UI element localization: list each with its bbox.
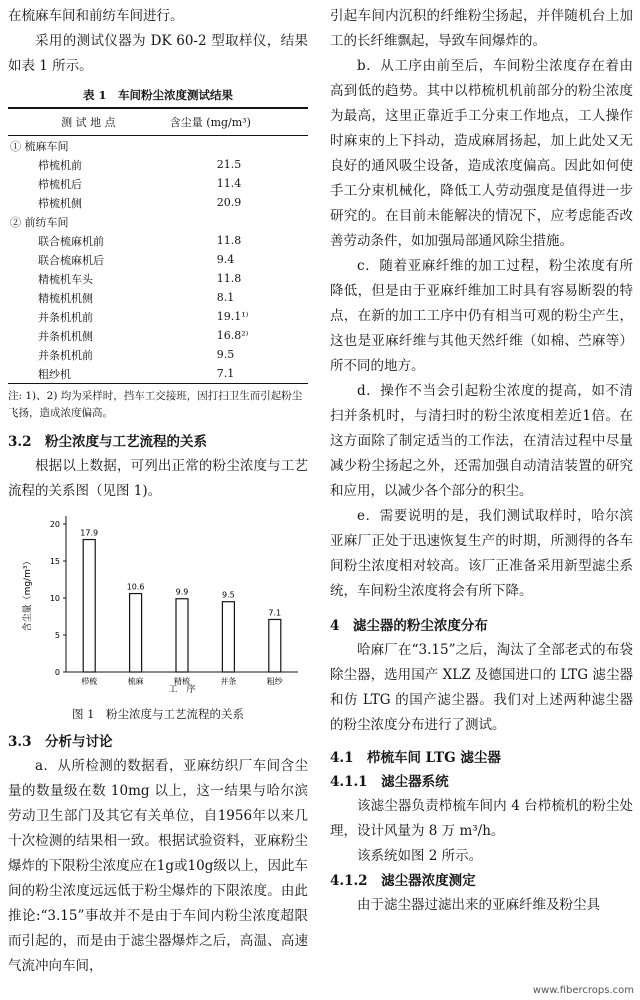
section-heading-4: 4 滤尘器的粉尘浓度分布 — [330, 618, 488, 634]
y-ticks — [50, 520, 66, 677]
table-row — [8, 364, 308, 384]
cell-location: 栉梳机后 — [38, 177, 82, 191]
paragraph-analysis-d: d．操作不当会引起粉尘浓度的提高，如不清扫并条机时，与清扫时的粉尘浓度相差近1倍。在这方面除了制定适当的工作法，在清洁过程中尽量减少粉尘扬起之外，还需加强自动清洁装置的研究和应用，以减少各个部分的积尘。 — [330, 383, 633, 499]
figure-caption: 图 1 粉尘浓度与工艺流程的关系 — [72, 707, 244, 721]
table-row — [8, 250, 308, 269]
table-note: 注: 1)、2) 均为采样时，挡车工交接班，因打扫卫生而引起粉尘飞扬，造成浓度偏高。 — [8, 390, 303, 419]
cell-location: 栉梳机前 — [38, 158, 82, 172]
paragraph-analysis-a: a．从所检测的数据看，亚麻纺织厂车间含尘量的数量级在数 10mg 以上，这一结果与哈尔滨劳动卫生部门及其它有关单位，自1956年以来几十次检测的结果相一致。根据试验资料，亚麻粉尘爆炸的下限粉尘浓度应在1g或10g级以上，因此车间的粉尘浓度远远低于粉尘爆炸的下限浓度。由此推论:“3.15”事故并不是由于车间内粉尘浓度超限而引起的，而是由于滤尘器爆炸之后，高温、高速气流冲向车间， — [8, 758, 308, 974]
x-axis-label: 工 序 — [168, 685, 196, 694]
cell-location: 联合梳麻机前 — [38, 234, 104, 248]
x-category-label: 梳麻 — [127, 677, 144, 686]
table-title: 表 1 车间粉尘浓度测试结果 — [82, 88, 233, 102]
cell-value: 16.8²⁾ — [216, 329, 249, 342]
paragraph-relation: 根据以上数据，可列出正常的粉尘浓度与工艺流程的关系图（见图 1)。 — [8, 458, 308, 499]
section-heading-4-1-2: 4.1.2 滤尘器浓度测定 — [330, 873, 476, 889]
cell-location: 粗纱机 — [38, 367, 71, 381]
y-tick-label: 20 — [49, 520, 60, 529]
paragraph-filter-measure: 由于滤尘器过滤出来的亚麻纤维及粉尘具 — [357, 897, 600, 913]
section-heading-4-1-1: 4.1.1 滤尘器系统 — [330, 774, 449, 790]
cell-value: 7.1 — [216, 367, 235, 380]
header-value: 含尘量 (mg/m³) — [169, 116, 251, 129]
dust-table — [8, 107, 308, 384]
cell-value: 20.9 — [216, 196, 242, 209]
header-location: 测 试 地 点 — [61, 116, 116, 129]
group-row — [8, 212, 308, 231]
table-row — [8, 269, 308, 288]
cell-value: 11.4 — [216, 177, 242, 190]
right-column — [330, 0, 633, 918]
cell-location: 并条机机前 — [38, 348, 93, 362]
paragraph-instrument: 采用的测试仪器为 DK 60-2 型取样仪，结果如表 1 所示。 — [8, 33, 308, 74]
y-tick-label: 10 — [49, 594, 60, 603]
y-tick-label: 0 — [54, 668, 60, 677]
cell-location: 并条机机前 — [38, 310, 93, 324]
bar-value-label: 9.5 — [222, 590, 235, 600]
cell-value: 19.1¹⁾ — [216, 310, 249, 323]
cell-value: 9.5 — [216, 348, 235, 361]
bar-value-label: 9.9 — [175, 587, 189, 597]
bar-2 — [130, 594, 142, 672]
table-row — [8, 231, 308, 250]
cell-value: 21.5 — [216, 158, 242, 171]
bar-4 — [222, 602, 234, 672]
cell-value: 11.8 — [216, 234, 242, 247]
cell-value: 8.1 — [216, 291, 235, 304]
paragraph-analysis-b: b．从工序由前至后，车间粉尘浓度存在着由高到低的趋势。其中以栉梳机机前部分的粉尘浓度为最高，这里正靠近手工分束工作地点，工人操作时麻束的上下抖动，造成麻屑扬起，加上此处又无良好的通风吸尘设备，造成浓度偏高。因此如何使手工分束机械化，降低工人劳动强度是值得进一步研究的。在目前未能解决的情况下，应考虑能否改善劳动条件，如加强局部通风除尘措施。 — [330, 58, 633, 249]
x-category-label: 粗纱 — [266, 677, 283, 686]
paragraph-analysis-e: e．需要说明的是，我们测试取样时，哈尔滨亚麻厂正处于迅速恢复生产的时期，所测得的各车间粉尘浓度相对较高。该厂正准备采用新型滤尘系统，车间粉尘浓度将会有所下降。 — [330, 508, 633, 599]
paragraph-continuation-right: 引起车间内沉积的纤维粉尘扬起，并伴随机台上加工的长纤维飘起，导致车间爆炸的。 — [330, 8, 633, 49]
paragraph-continuation: 在梳麻车间和前纺车间进行。 — [8, 8, 184, 24]
bar-5 — [269, 619, 281, 672]
table-row — [8, 326, 308, 345]
table-row — [8, 307, 308, 326]
cell-value: 9.4 — [216, 253, 235, 266]
paragraph-analysis-c: c．随着亚麻纤维的加工过程，粉尘浓度有所降低，但是由于亚麻纤维加工时具有容易断裂的特点，在新的加工工序中仍有相当可观的粉尘产生，这也是亚麻纤维与其他天然纤维（如棉、苎麻等）所不同的地方。 — [330, 258, 633, 374]
table-row — [8, 345, 308, 364]
x-category-label: 精梳 — [174, 677, 190, 686]
bar-1 — [83, 540, 95, 672]
bar-3 — [176, 599, 188, 672]
bar-value-label: 10.6 — [126, 582, 145, 592]
section-heading-3-2: 3.2 粉尘浓度与工艺流程的关系 — [8, 434, 207, 450]
paragraph-figure-2-ref: 该系统如图 2 所示。 — [357, 848, 483, 864]
y-tick-label: 5 — [54, 631, 60, 640]
group-label: ② 前纺车间 — [10, 215, 69, 229]
table-row — [8, 174, 308, 193]
x-category-label: 栉梳 — [81, 677, 98, 686]
cell-value: 11.8 — [216, 272, 242, 285]
table-row — [8, 193, 308, 212]
table-row — [8, 155, 308, 174]
section-heading-4-1: 4.1 栉梳车间 LTG 滤尘器 — [330, 750, 501, 766]
left-column — [8, 0, 308, 979]
cell-location: 精梳机机侧 — [38, 291, 93, 305]
table-row — [8, 288, 308, 307]
table-header-row — [8, 108, 308, 136]
group-label: ① 梳麻车间 — [10, 139, 69, 153]
paragraph-filter-system: 该滤尘器负责栉梳车间内 4 台栉梳机的粉尘处理，设计风量为 8 万 m³/h。 — [330, 798, 633, 839]
cell-location: 精梳机车头 — [38, 272, 93, 286]
y-tick-label: 15 — [49, 557, 60, 566]
watermark: www.fibercrops.com — [532, 985, 634, 996]
y-axis-label: 含尘量（mg/m³） — [23, 556, 33, 632]
group-row — [8, 136, 308, 156]
bar-value-label: 17.9 — [80, 528, 99, 538]
section-heading-3-3: 3.3 分析与讨论 — [8, 734, 113, 750]
x-category-label: 并条 — [220, 677, 237, 686]
cell-location: 联合梳麻机后 — [38, 253, 104, 267]
paragraph-filter-intro: 哈麻厂在“3.15”之后，淘汰了全部老式的布袋除尘器，选用国产 XLZ 及德国进口的 LTG 滤尘器和仿 LTG 的国产滤尘器。我们对上述两种滤尘器的粉尘浓度分布进行了测试。 — [330, 642, 633, 733]
figure-1-chart — [8, 504, 308, 694]
bar-value-label: 7.1 — [268, 608, 282, 618]
cell-location: 并条机机侧 — [38, 329, 93, 343]
bars — [80, 529, 281, 672]
cell-location: 栉梳机侧 — [38, 196, 82, 210]
